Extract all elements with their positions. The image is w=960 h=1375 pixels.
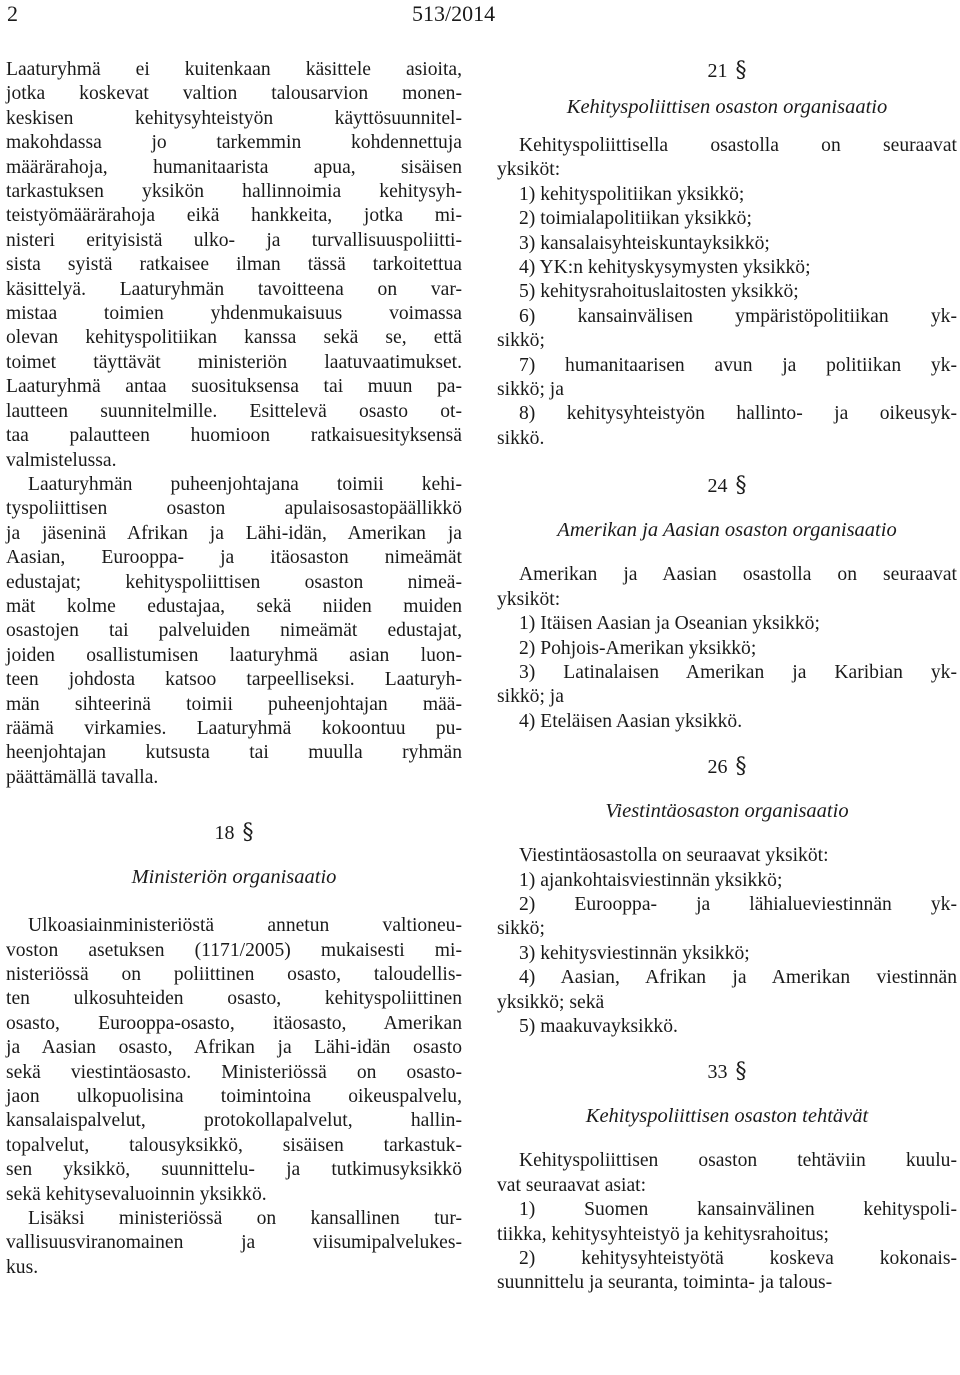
text-line: tarkastuksen yksikön hallinnoimia kehitysyh- xyxy=(6,181,462,203)
text-line: 3) kansalaisyhteiskuntayksikkö; xyxy=(519,232,770,254)
text-line: vat seuraavat asiat: xyxy=(497,1174,647,1196)
list-item xyxy=(497,661,957,710)
paragraph-quality-group-scope xyxy=(6,58,462,473)
text-line: Kehityspoliittisella osastolla on seuraavat xyxy=(519,135,957,156)
text-line: Amerikan ja Aasian osastolla on seuraavat xyxy=(519,564,957,586)
section-intro xyxy=(497,563,957,612)
section-intro xyxy=(497,844,957,868)
text-line: yksiköt: xyxy=(497,588,561,610)
section-symbol: § xyxy=(242,820,254,846)
text-line: Laaturyhmä ei kuitenkaan käsittele asioita, xyxy=(6,59,462,80)
section-title-33: Kehityspoliittisen osaston tehtävät xyxy=(585,1105,869,1128)
text-line: 4) Eteläisen Aasian yksikkö. xyxy=(519,710,743,732)
text-line: edustajat; kehityspoliittisen osaston nimeä- xyxy=(6,571,462,593)
text-line: sikkö; xyxy=(497,918,545,940)
text-line: 8) kehitysyhteistyön hallinto- ja oikeusyk- xyxy=(519,403,957,425)
text-line: jaon ulkopuolisina toimintoina oikeuspalvelu, xyxy=(6,1086,462,1108)
list-item xyxy=(497,966,957,1015)
text-line: 1) Suomen kansainvälinen kehityspoli- xyxy=(519,1199,957,1221)
text-line: topalvelut, talousyksikkö, sisäisen tarkastuk- xyxy=(6,1134,462,1156)
list-item xyxy=(497,710,957,734)
section-intro xyxy=(497,134,957,183)
right-column xyxy=(497,58,957,1296)
section-title-26: Viestintäosaston organisaatio xyxy=(605,800,849,823)
text-line: nisteriössä on poliittinen osasto, taloudellis- xyxy=(6,964,462,985)
section-symbol: § xyxy=(735,754,747,780)
list-item xyxy=(497,637,957,661)
text-line: jotka koskevat valtion talousarvion monen- xyxy=(6,83,462,105)
text-line: yksiköt: xyxy=(497,159,561,181)
section-title-24: Amerikan ja Aasian osaston organisaatio xyxy=(557,519,897,542)
text-line: 2) toimialapolitiikan yksikkö; xyxy=(519,208,752,230)
text-line: suunnittelu ja seuranta, toiminta- ja talous- xyxy=(497,1272,833,1294)
text-line: 1) Itäisen Aasian ja Oseanian yksikkö; xyxy=(519,613,820,635)
text-line: Laaturyhmä antaa suosituksensa tai muun pa- xyxy=(6,376,462,398)
list-item xyxy=(497,305,957,354)
left-column xyxy=(6,58,462,1280)
text-line: 4) YK:n kehityskysymysten yksikkö; xyxy=(519,257,811,279)
text-line: 7) humanitaarisen avun ja politiikan yk- xyxy=(519,354,957,376)
list-item xyxy=(497,207,957,231)
text-line: valmistelussa. xyxy=(6,449,117,471)
text-line: Aasian, Eurooppa- ja itäosaston nimeämät xyxy=(6,547,462,569)
section-number: 18 xyxy=(214,822,235,845)
list-item xyxy=(497,612,957,636)
text-line: taa palautteen huomioon ratkaisuesityksensä xyxy=(6,425,462,447)
section-heading-18 xyxy=(6,820,462,846)
section-number: 24 xyxy=(707,475,728,498)
section-body-21 xyxy=(497,134,957,451)
section-symbol: § xyxy=(735,1059,747,1085)
list-item xyxy=(497,354,957,403)
text-line: keskisen kehitysyhteistyön käyttösuunnitel- xyxy=(6,107,462,129)
text-line: määrärahoja, humanitaarista apua, sisäisen xyxy=(6,156,462,178)
text-line: 2) Eurooppa- ja lähialueviestinnän yk- xyxy=(519,893,957,915)
section-body-24 xyxy=(497,563,957,734)
section-body-26 xyxy=(497,844,957,1039)
text-line: käsittelyä. Laaturyhmän tavoitteena on var- xyxy=(6,278,462,300)
paragraph-ministry-additional xyxy=(6,1207,462,1280)
section-heading-24 xyxy=(497,473,957,499)
list-item xyxy=(497,893,957,942)
text-line: sekä kehitysevaluoinnin yksikkö. xyxy=(6,1183,267,1205)
list-item xyxy=(497,1015,957,1039)
list-item xyxy=(497,232,957,256)
text-line: Laaturyhmän puheenjohtajana toimii kehi- xyxy=(28,473,462,495)
text-line: lautteen suunnitelmille. Esittelevä osasto ot- xyxy=(6,400,462,422)
text-line: män sihteerinä toimii puheenjohtajan mää- xyxy=(6,693,462,715)
list-item xyxy=(497,1247,957,1296)
list-item xyxy=(497,402,957,451)
text-line: sista syistä ratkaisee ilman tässä tarkoitettua xyxy=(6,254,462,276)
text-line: 2) kehitysyhteistyötä koskeva kokonais- xyxy=(519,1248,957,1269)
text-line: olevan kehityspolitiikan kanssa sekä se, että xyxy=(6,327,462,349)
text-line: 2) Pohjois-Amerikan yksikkö; xyxy=(519,637,757,659)
text-line: 4) Aasian, Afrikan ja Amerikan viestinnän xyxy=(519,967,957,989)
text-line: tyspoliittisen osaston apulaisosastopäällikkö xyxy=(6,498,462,520)
text-line: Kehityspoliittisen osaston tehtäviin kuulu- xyxy=(519,1150,957,1172)
section-title-18: Ministeriön organisaatio xyxy=(131,866,337,889)
text-line: ja Aasian osasto, Afrikan ja Lähi-idän osasto xyxy=(6,1037,462,1059)
text-line: mistaa toimien yhdenmukaisuus voimassa xyxy=(6,303,462,325)
section-heading-21 xyxy=(497,58,957,84)
section-title-21: Kehityspoliittisen osaston organisaatio xyxy=(566,96,888,118)
page-header xyxy=(0,0,960,34)
list-item xyxy=(497,280,957,304)
text-line: 6) kansainvälisen ympäristöpolitiikan yk- xyxy=(519,305,957,327)
text-line: sekä viestintäosasto. Ministeriössä on osasto- xyxy=(6,1061,462,1083)
list-item xyxy=(497,1198,957,1247)
text-line: makohdassa jo tarkemmin kohdennettuja xyxy=(6,132,462,154)
text-line: voston asetuksen (1171/2005) mukaisesti mi- xyxy=(6,939,462,961)
list-item xyxy=(497,183,957,207)
text-line: sikkö; xyxy=(497,330,545,352)
text-line: päättämällä tavalla. xyxy=(6,766,159,788)
text-line: sen yksikkö, suunnittelu- ja tutkimusyksikkö xyxy=(6,1159,462,1181)
section-intro xyxy=(497,1149,957,1198)
text-line: nisteri erityisistä ulko- ja turvallisuuspoliitti- xyxy=(6,229,462,251)
section-symbol: § xyxy=(735,473,747,499)
text-line: vallisuusviranomainen ja viisumipalvelukes- xyxy=(6,1232,462,1254)
text-line: kus. xyxy=(6,1256,39,1278)
text-line: 1) ajankohtaisviestinnän yksikkö; xyxy=(519,869,783,891)
page-number: 2 xyxy=(7,1,18,26)
text-line: 3) kehitysviestinnän yksikkö; xyxy=(519,942,750,964)
section-symbol: § xyxy=(735,58,747,83)
text-line: teistyömäärärahoja eikä hankkeita, jotka mi- xyxy=(6,205,462,227)
paragraph-ministry-organisation xyxy=(6,914,462,1207)
text-line: 1) kehityspolitiikan yksikkö; xyxy=(519,183,745,205)
text-line: toimet täyttävät ministeriön laatuvaatimukset. xyxy=(6,351,462,373)
text-line: heenjohtajan kutsusta tai muulla ryhmän xyxy=(6,742,462,764)
section-number: 33 xyxy=(707,1061,728,1084)
text-line: Ulkoasiainministeriöstä annetun valtioneu- xyxy=(28,915,462,937)
list-item xyxy=(497,256,957,280)
text-line: osasto, Eurooppa-osasto, itäosasto, Amerikan xyxy=(6,1012,462,1034)
text-line: ten ulkosuhteiden osasto, kehityspoliittinen xyxy=(6,988,462,1010)
list-item xyxy=(497,869,957,893)
section-heading-33 xyxy=(497,1059,957,1085)
text-line: sikkö; ja xyxy=(497,686,564,708)
document-number: 513/2014 xyxy=(412,1,496,26)
text-line: tiikka, kehitysyhteistyö ja kehitysrahoitus; xyxy=(497,1223,829,1245)
text-line: räämä virkamies. Laaturyhmä kokoontuu pu- xyxy=(6,717,462,739)
text-line: Lisäksi ministeriössä on kansallinen tur- xyxy=(28,1208,462,1230)
text-line: 5) maakuvayksikkö. xyxy=(519,1015,678,1037)
text-line: kansalaispalvelut, protokollapalvelut, hallin- xyxy=(6,1110,462,1132)
text-line: sikkö; ja xyxy=(497,379,564,401)
text-line: teen johdosta katsoo tarpeelliseksi. Laaturyh- xyxy=(6,669,462,691)
list-item xyxy=(497,942,957,966)
paragraph-quality-group-members xyxy=(6,473,462,790)
text-line: osastojen tai palveluiden nimeämät edustajat, xyxy=(6,620,462,642)
text-line: ja jäseninä Afrikan ja Lähi-idän, Amerikan ja xyxy=(6,522,462,544)
text-line: 5) kehitysrahoituslaitosten yksikkö; xyxy=(519,281,799,303)
text-line: sikkö. xyxy=(497,427,545,449)
text-line: joiden osallistumisen laaturyhmä asian luon- xyxy=(6,644,462,666)
text-line: mät kolme edustajaa, sekä niiden muiden xyxy=(6,595,462,617)
text-line: Viestintäosastolla on seuraavat yksiköt: xyxy=(519,845,829,867)
text-line: 3) Latinalaisen Amerikan ja Karibian yk- xyxy=(519,661,957,683)
section-number: 21 xyxy=(707,60,728,82)
section-heading-26 xyxy=(497,754,957,780)
text-line: yksikkö; sekä xyxy=(497,991,605,1013)
section-body-33 xyxy=(497,1149,957,1295)
section-number: 26 xyxy=(707,756,728,779)
